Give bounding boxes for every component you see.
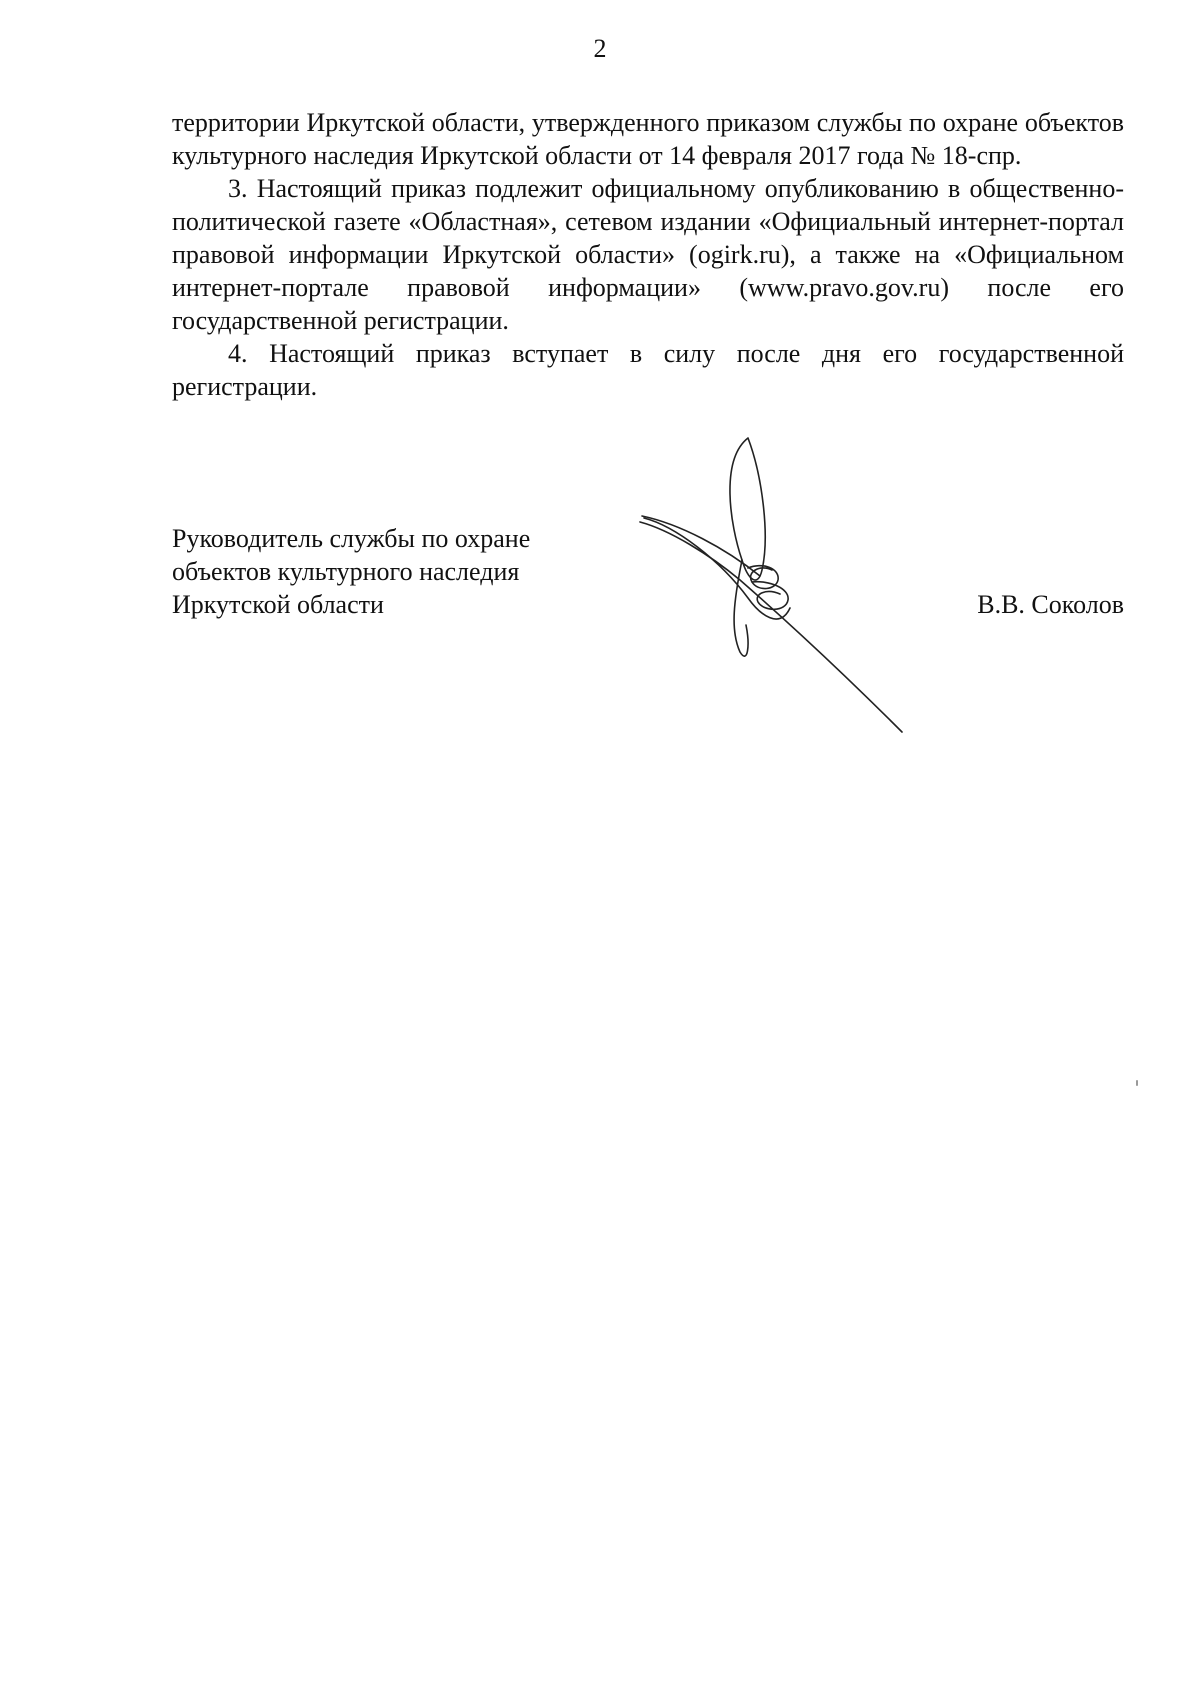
signatory-position-line: объектов культурного наследия bbox=[172, 557, 520, 586]
page-number: 2 bbox=[593, 34, 607, 63]
signatory-position bbox=[172, 522, 592, 621]
signatory-position-line: Иркутской области bbox=[172, 590, 384, 619]
paragraph-effective-date: 4. Настоящий приказ вступает в силу после дня его государственной регистрации. bbox=[172, 339, 1124, 401]
signatory-position-line: Руководитель службы по охране bbox=[172, 524, 531, 553]
scan-speck bbox=[1136, 1080, 1138, 1086]
paragraph-continuation: территории Иркутской области, утвержденного приказом службы по охране объектов культурного наследия Иркутской области от 14 февраля 2017 года № 18-спр. bbox=[172, 108, 1124, 170]
handwritten-signature-icon bbox=[630, 430, 950, 750]
document-body bbox=[172, 106, 1124, 403]
signatory-name: В.В. Соколов bbox=[977, 590, 1124, 619]
paragraph-publication: 3. Настоящий приказ подлежит официальному опубликованию в общественно-политической газете «Областная», сетевом издании «Официальный интернет-портал правовой информации Иркутской области» (ogirk.ru), а также на «Официальном интернет-портале правовой информации» (www.pravo.gov.ru) после его государственной регистрации. bbox=[172, 174, 1124, 335]
